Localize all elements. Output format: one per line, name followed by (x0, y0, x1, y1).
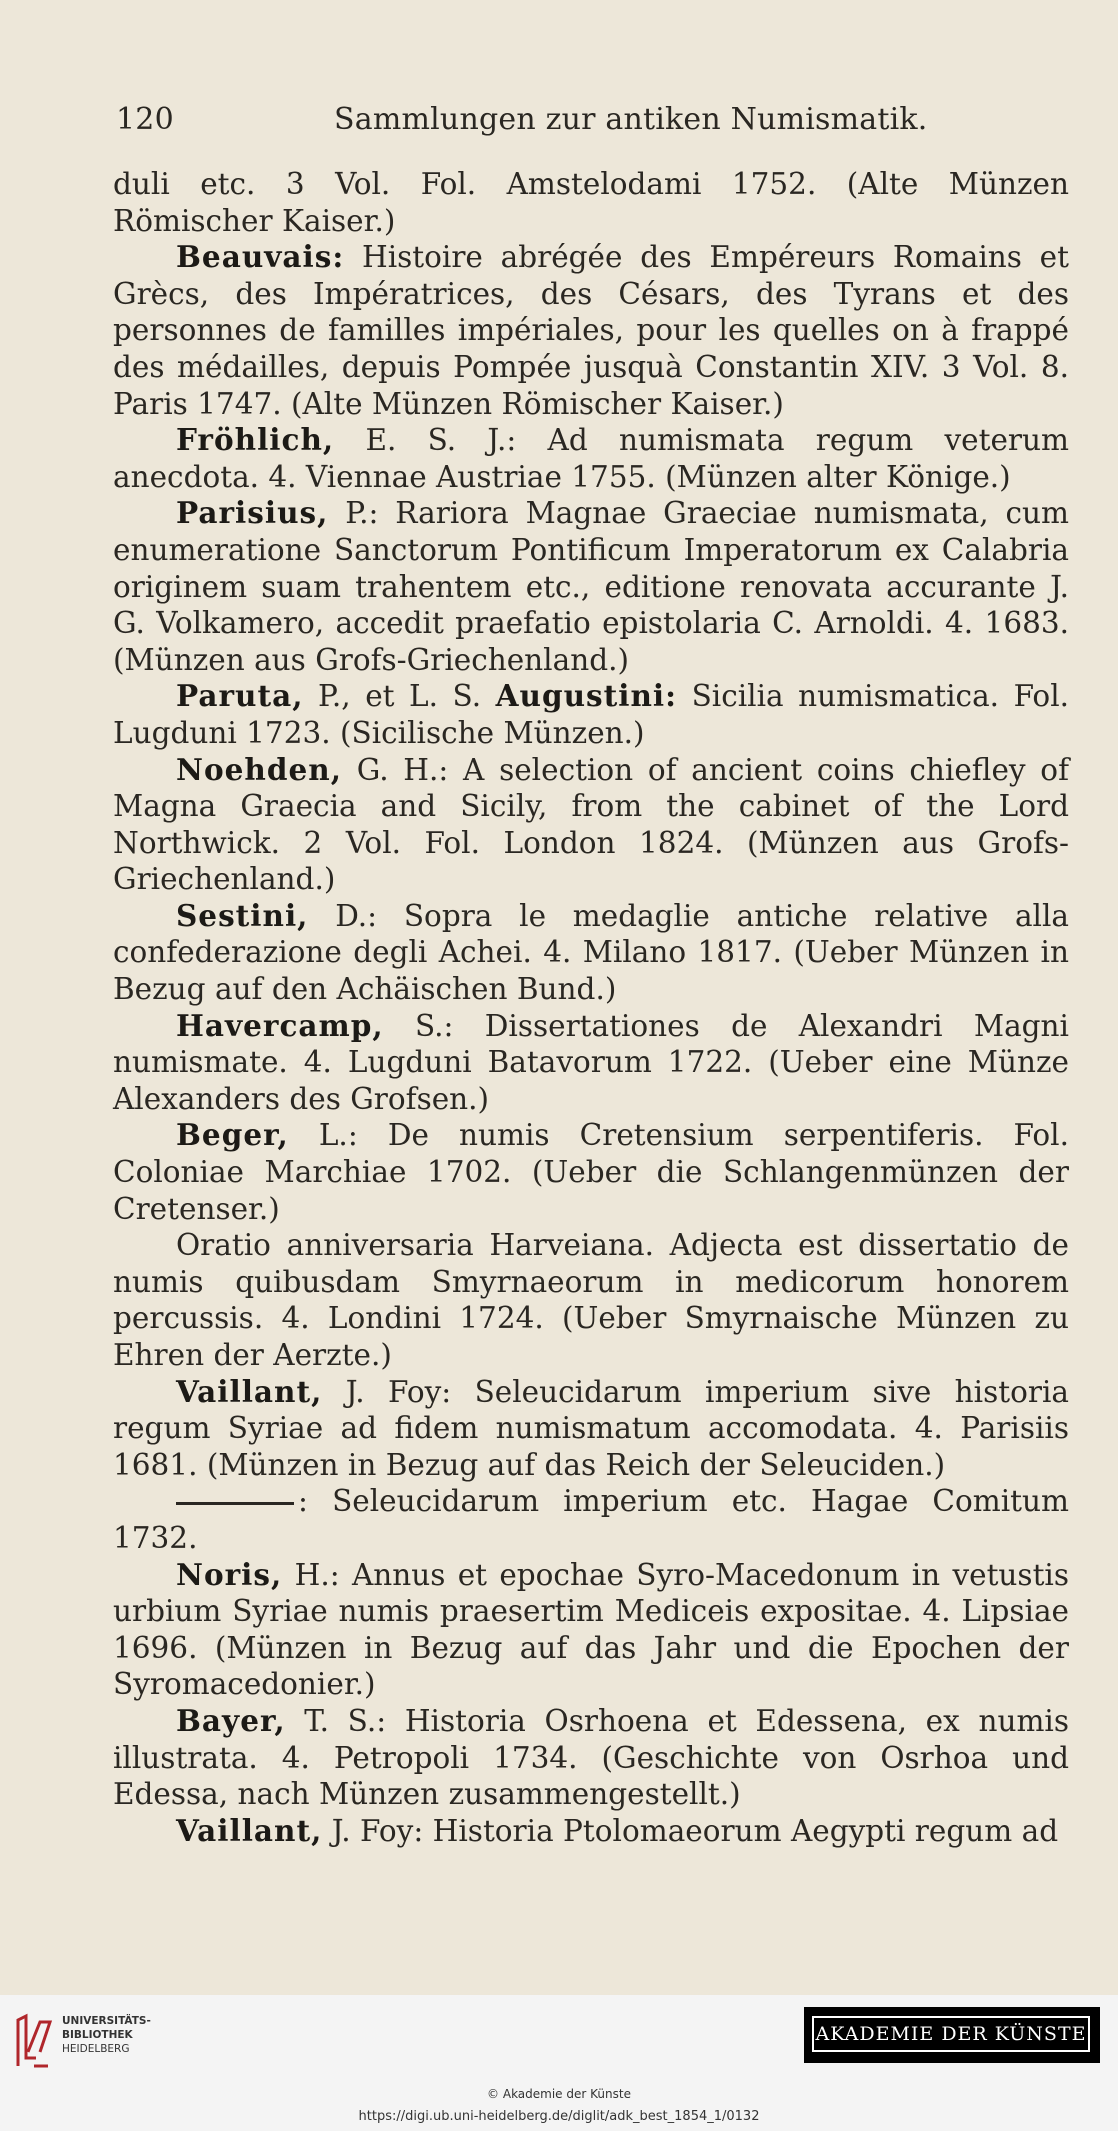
bibliography-entry (113, 1008, 1069, 1118)
entry-text: duli etc. 3 Vol. Fol. Amstelodami 1752. (Alte Münzen Römischer Kaiser.) (113, 167, 1069, 238)
entry-text: G. H.: A selection of ancient coins chiefley of Magna Graecia and Sicily, from the cabinet of the Lord Northwick. 2 Vol. Fol. London 1824. (Münzen aus Grofs-Griechenland.) (113, 752, 1069, 897)
entry-author: Bayer, (176, 1702, 286, 1738)
entry-text: J. Foy: Seleucidarum imperium sive historia regum Syriae ad fidem numismatum accomodata. 4. Parisiis 1681. (Münzen in Bezug auf das Reich der Seleuciden.) (113, 1374, 1069, 1482)
entry-text: Sicilia numismatica. Fol. Lugduni 1723. (Sicilische Münzen.) (113, 679, 1069, 750)
entry-text: L.: De numis Cretensium serpentiferis. Fol. Coloniae Marchiae 1702. (Ueber die Schlangenmünzen der Cretenser.) (113, 1118, 1069, 1226)
bibliography-entry (113, 898, 1069, 1008)
bibliography-entry (113, 239, 1069, 422)
copyright-notice: © Akademie der Künste (487, 2087, 631, 2101)
ditto-dash (176, 1502, 294, 1505)
viewer-footer (0, 1995, 1118, 2131)
bibliography-text (113, 166, 1069, 1849)
bibliography-entry (113, 752, 1069, 898)
library-emblem-icon (14, 2012, 54, 2070)
entry-author: Vaillant, (176, 1373, 323, 1409)
bibliography-entry (113, 422, 1069, 495)
bibliography-entry (113, 1227, 1069, 1373)
entry-text: T. S.: Historia Osrhoena et Edessena, ex numis illustrata. 4. Petropoli 1734. (Geschichte von Osrhoa und Edessa, nach Münzen zusammengestellt.) (113, 1703, 1069, 1812)
entry-text: P., et L. S. (303, 679, 496, 714)
entry-author: Vaillant, (176, 1812, 323, 1848)
bibliography-entry (113, 1557, 1069, 1703)
entry-author: Noris, (176, 1556, 283, 1592)
academy-label: AKADEMIE DER KÜNSTE (812, 2016, 1090, 2052)
academy-logo[interactable] (804, 2007, 1100, 2063)
bibliography-entry (113, 1374, 1069, 1484)
bibliography-entry (113, 1813, 1069, 1850)
entry-continuation (113, 166, 1069, 239)
entry-author: Beauvais: (176, 239, 345, 275)
bibliography-entry (113, 678, 1069, 751)
library-name-line: BIBLIOTHEK (62, 2029, 133, 2041)
entry-text: P.: Rariora Magnae Graeciae numismata, cum enumeratione Sanctorum Pontificum Imperatorum ex Calabria originem suam trahentem etc., editione renovata accurante J. G. Volkamero, accedit praefatio epistolaria C. Arnoldi. 4. 1683. (Münzen aus Grofs-Griechenland.) (113, 496, 1069, 677)
source-url[interactable]: https://digi.ub.uni-heidelberg.de/diglit/adk_best_1854_1/0132 (358, 2109, 760, 2124)
entry-text: H.: Annus et epochae Syro-Macedonum in vetustis urbium Syriae numis praesertim Mediceis expositae. 4. Lipsiae 1696. (Münzen in Bezug auf das Jahr und die Epochen der Syromacedonier.) (113, 1557, 1069, 1702)
entry-coauthor: Augustini: (495, 678, 678, 714)
bibliography-entry (113, 495, 1069, 678)
ditto-entry (113, 1483, 1069, 1556)
entry-author: Paruta, (176, 678, 304, 714)
entry-author: Noehden, (176, 751, 342, 787)
entry-text: Histoire abrégée des Empéreurs Romains et Grècs, des Impératrices, des Césars, des Tyrans et des personnes de familles impériales, pour les quelles on à frappé des médailles, depuis Pompée jusquà Constantin XIV. 3 Vol. 8. Paris 1747. (Alte Münzen Römischer Kaiser.) (113, 240, 1069, 421)
entry-text: E. S. J.: Ad numismata regum veterum anecdota. 4. Viennae Austriae 1755. (Münzen alter Könige.) (113, 423, 1069, 494)
bibliography-entry (113, 1703, 1069, 1813)
entry-author: Beger, (176, 1117, 289, 1153)
running-head (112, 102, 1062, 146)
page-title: Sammlungen zur antiken Numismatik. (334, 102, 928, 137)
entry-text: S.: Dissertationes de Alexandri Magni numismate. 4. Lugduni Batavorum 1722. (Ueber eine Münze Alexanders des Grofsen.) (113, 1008, 1069, 1116)
entry-author: Parisius, (176, 495, 329, 531)
library-name (62, 2014, 192, 2056)
library-name-line: UNIVERSITÄTS- (62, 2015, 151, 2027)
entry-text: J. Foy: Historia Ptolomaeorum Aegypti regum ad (322, 1813, 1059, 1848)
entry-text: Oratio anniversaria Harveiana. Adjecta est dissertatio de numis quibusdam Smyrnaeorum in medicorum honorem percussis. 4. Londini 1724. (Ueber Smyrnaische Münzen zu Ehren der Aerzte.) (113, 1228, 1069, 1372)
library-name-line: HEIDELBERG (62, 2043, 130, 2055)
bibliography-entry (113, 1117, 1069, 1227)
entry-text: : Seleucidarum imperium etc. Hagae Comitum 1732. (113, 1484, 1069, 1555)
entry-author: Havercamp, (176, 1007, 384, 1043)
entry-author: Fröhlich, (176, 422, 335, 458)
page-number: 120 (116, 102, 174, 137)
entry-text: D.: Sopra le medaglie antiche relative alla confederazione degli Achei. 4. Milano 1817. (Ueber Münzen in Bezug auf den Achäischen Bund.) (113, 898, 1069, 1007)
entry-author: Sestini, (176, 897, 309, 933)
university-library-logo[interactable] (14, 2012, 174, 2072)
